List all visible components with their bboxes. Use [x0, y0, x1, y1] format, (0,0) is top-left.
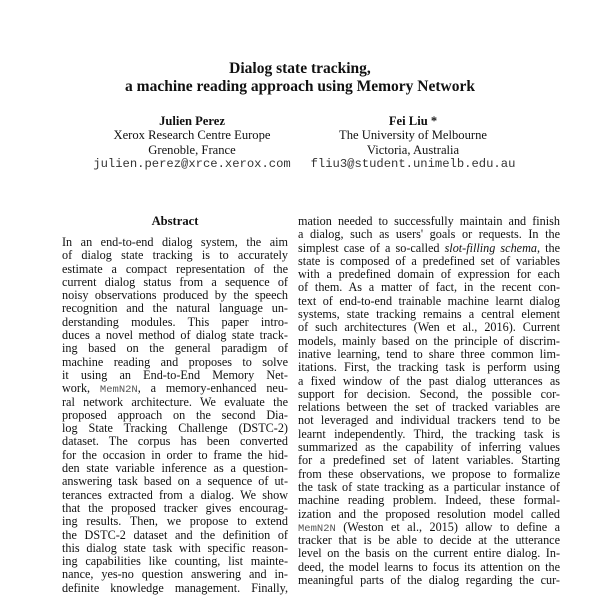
- text-line: models, mainly based on the principle of discrim-: [298, 334, 560, 348]
- title-line-2: a machine reading approach using Memory Network: [125, 78, 475, 95]
- text-line: derstanding modules. This paper intro-: [62, 315, 288, 329]
- text-line: from these observations, we propose to formalize: [298, 467, 560, 481]
- text-line: ization and the proposed resolution model called: [298, 507, 560, 521]
- text-line: definite knowledge management. Finally,: [62, 581, 288, 595]
- text-line: tracker that is be able to decide at the utterance: [298, 534, 560, 548]
- title-line-1: Dialog state tracking,: [229, 60, 371, 77]
- introduction-body: [298, 215, 560, 587]
- text-line: log State Tracking Challenge (DSTC-2): [62, 422, 288, 436]
- text-line: level on the basis on the current entire dialog. In-: [298, 547, 560, 561]
- text-line: mation needed to successfully maintain and finish: [298, 215, 560, 228]
- code-term: MemN2N: [298, 522, 336, 535]
- text-line: ral network architecture. We evaluate the: [62, 395, 288, 409]
- author-block-2: [283, 114, 543, 171]
- text-line: machine reading problem. Indeed, these formal-: [298, 494, 560, 508]
- text-segment: simplest case of a so-called: [298, 241, 445, 255]
- text-line: duces a novel method of dialog state track-: [62, 329, 288, 343]
- text-line: In an end-to-end dialog system, the aim: [62, 236, 288, 249]
- text-line: ing based on the general paradigm of: [62, 342, 288, 356]
- author-email: julien.perez@xrce.xerox.com: [93, 156, 291, 171]
- text-line: [298, 242, 560, 255]
- text-line: of such architectures (Wen et al., 2016). Current: [298, 321, 560, 335]
- text-line: it using an End-to-End Memory Net-: [62, 368, 288, 382]
- text-line: state is composed of a predefined set of variables: [298, 254, 560, 268]
- text-line: machine reading and proposes to solve: [62, 355, 288, 369]
- text-line: for a predefined set of latent variables. Starting: [298, 454, 560, 468]
- text-line: the task of state tracking as a particular instance of: [298, 480, 560, 494]
- text-line: a dialog, such as users' goals or requests. In the: [298, 228, 560, 242]
- paper-title: [0, 60, 600, 96]
- author-affiliation: The University of Melbourne: [339, 128, 487, 143]
- text-line: nance, yes-no question answering and in-: [62, 568, 288, 582]
- text-line: answering task based on a sequence of ut-: [62, 475, 288, 489]
- author-name: Fei Liu *: [388, 114, 438, 128]
- author-email: fliu3@student.unimelb.edu.au: [310, 156, 516, 171]
- text-segment: work,: [62, 382, 100, 396]
- text-line: text of end-to-end trainable machine learnt dialog: [298, 294, 560, 308]
- italic-term: slot-filling schema: [444, 241, 537, 255]
- text-line: a fixed window of the past dialog utterances as: [298, 374, 560, 388]
- text-line: meaningful parts of the dialog regarding the cur-: [298, 574, 560, 588]
- text-segment: , the: [536, 241, 560, 255]
- text-line: summarized as the capability of inferring values: [298, 441, 560, 455]
- text-line: [62, 382, 288, 395]
- text-line: of them. As a matter of fact, in the recent con-: [298, 281, 560, 295]
- text-line: noisy observations produced by the speech: [62, 289, 288, 303]
- author-location: Victoria, Australia: [366, 142, 460, 157]
- text-line: estimate a compact representation of the: [62, 262, 288, 276]
- text-line: ing capabilities like counting, list mainte-: [62, 555, 288, 569]
- text-segment: (Weston et al., 2015) allow to define a: [335, 520, 560, 534]
- text-line: that the proposed tracker gives encourag-: [62, 501, 288, 515]
- text-line: systems, state tracking remains a central element: [298, 308, 560, 322]
- text-line: not leveraged and individual trackers tend to be: [298, 414, 560, 428]
- author-location: Grenoble, France: [148, 142, 236, 157]
- text-line: support for decision. Second, the possible cor-: [298, 387, 560, 401]
- text-line: ing results. Then, we propose to extend: [62, 515, 288, 529]
- text-line: learnt independently. Third, the tracking task is: [298, 427, 560, 441]
- text-segment: , a memory-enhanced neu-: [137, 382, 288, 396]
- text-line: dataset. The corpus has been converted: [62, 435, 288, 449]
- text-line: recognition and the natural language un-: [62, 302, 288, 316]
- text-line: this dialog state task with specific reason-: [62, 541, 288, 555]
- text-line: terances extracted from a dialog. We show: [62, 488, 288, 502]
- text-line: relations between the set of tracked variables are: [298, 401, 560, 415]
- author-affiliation: Xerox Research Centre Europe: [113, 128, 271, 143]
- text-line: of dialog state tracking is to accurately: [62, 249, 288, 263]
- text-line: the DSTC-2 dataset and the definition of: [62, 528, 288, 542]
- text-line: deed, the model learns to focus its attention on the: [298, 560, 560, 574]
- text-line: for the occasion in order to frame the hid-: [62, 448, 288, 462]
- text-line: proposed approach on the second Dia-: [62, 408, 288, 422]
- text-line: itations. First, the tracking task is perform using: [298, 361, 560, 375]
- abstract-heading: Abstract: [151, 214, 199, 228]
- text-line: [298, 521, 560, 534]
- text-line: current dialog status from a sequence of: [62, 275, 288, 289]
- code-term: MemN2N: [99, 384, 138, 396]
- abstract-body: [62, 236, 288, 595]
- author-name: Julien Perez: [159, 114, 225, 128]
- text-line: inative learning, tend to share three common lim-: [298, 347, 560, 361]
- text-line: with a predefined domain of expression for each: [298, 268, 560, 282]
- text-line: den state variable inference as a question-: [62, 462, 288, 476]
